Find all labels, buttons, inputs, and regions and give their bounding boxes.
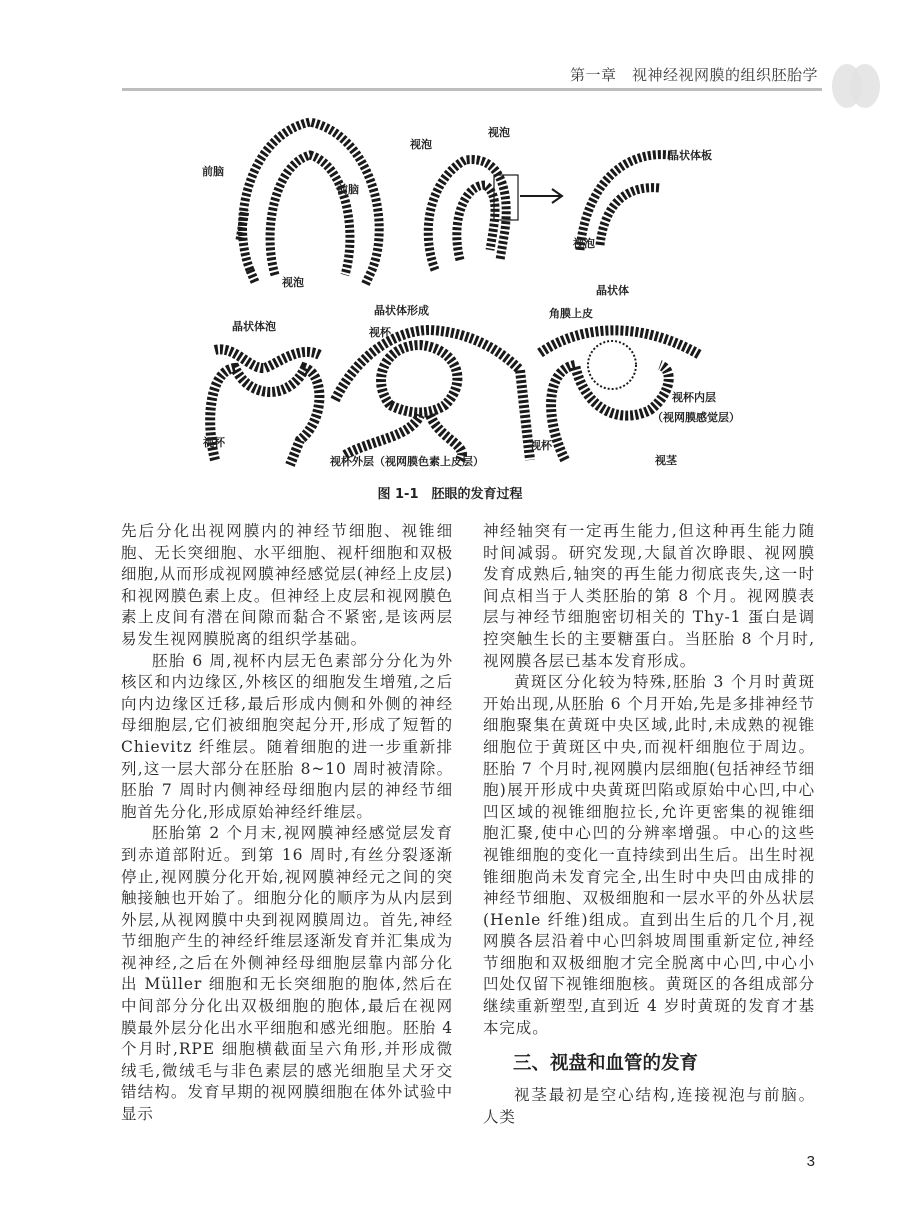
right-column (483, 521, 815, 1128)
figure-label: 晶状体泡 (232, 320, 276, 333)
diagram-lens-placode-inner (600, 188, 660, 245)
header-rule (122, 88, 822, 91)
figure-label: 视茎 (655, 454, 677, 467)
figure-label: 视杯外层（视网膜色素上皮层） (330, 455, 484, 468)
diagram-optic-cup (210, 368, 319, 465)
figure-label: 视泡 (488, 126, 510, 139)
figure-embryonic-eye-development (0, 100, 900, 480)
paragraph: 视茎最初是空心结构,连接视泡与前脑。人类 (483, 1086, 815, 1126)
section-heading: 三、视盘和血管的发育 (513, 1053, 699, 1075)
paragraph: 胚胎第 2 个月末,视网膜神经感觉层发育到赤道部附近。到第 16 周时,有丝分裂逐渐停止,视网膜分化开始,视网膜神经元之间的突触接触也开始了。细胞分化的顺序为从内层到外层,从视网膜中央到视网膜周边。首先,神经节细胞产生的神经纤维层逐渐发育并汇集成为视神经,之后在外侧神经母细胞层靠内部分化出 Müller 细胞和无长突细胞的胞体,然后在中间部分分化出双极细胞的胞体,最后在视网膜最外层分化出水平细胞和感光细胞。胚胎 4 个月时,RPE 细胞横截面呈六角形,并形成微绒毛,微绒毛与非色素层的感光细胞呈犬牙交错结构。发育早期的视网膜细胞在体外试验中显示 (121, 824, 453, 1124)
diagram-optic-stalk (345, 415, 462, 460)
figure-label: 视泡 (410, 138, 432, 151)
diagram-lens (588, 341, 636, 389)
arrow-icon (520, 189, 562, 203)
diagram-optic-vesicle-inner (457, 185, 495, 260)
figure-label: 前脑 (202, 165, 224, 178)
diagram-forebrain-inner (270, 155, 350, 275)
figure-label: 前脑 (337, 183, 359, 196)
figure-label: 视泡 (282, 276, 304, 289)
figure-label: 视泡 (573, 237, 595, 250)
diagram-lens-forming (335, 330, 530, 460)
paragraph: 神经轴突有一定再生能力,但这种再生能力随时间减弱。研究发现,大鼠首次睁眼、视网膜发育成熟后,轴突的再生能力彻底丧失,这一时间点相当于人类胚胎的第 8 个月。视网膜表层与神经节细胞密切相关的 Thy-1 蛋白是调控突触生长的主要糖蛋白。当胚胎 8 个月时,视网膜各层已基本发育形成。 (483, 522, 815, 670)
figure-label: 晶状体 (596, 284, 629, 297)
diagram-lens-placode (580, 155, 670, 250)
figure-label: 视杯 (530, 439, 552, 452)
figure-label: 晶状体板 (668, 149, 712, 162)
paragraph: 黄斑区分化较为特殊,胚胎 3 个月时黄斑开始出现,从胚胎 6 个月开始,先是多排神经节细胞聚集在黄斑中央区域,此时,未成熟的视锥细胞位于黄斑区中央,而视杆细胞位于周边。胚胎 7 个月时,视网膜内层细胞(包括神经节细胞)展开形成中央黄斑凹陷或原始中心凹,中心凹区域的视锥细胞拉长,允许更密集的视锥细胞汇聚,使中心凹的分辨率增强。中心的这些视锥细胞的变化一直持续到出生后。出生时视锥细胞尚未发育完全,出生时中央凹由成排的神经节细胞、双极细胞和一层水平的外丛状层(Henle 纤维)组成。直到出生后的几个月,视网膜各层沿着中心凹斜坡周围重新定位,神经节细胞和双极细胞才完全脱离中心凹,中心小凹处仅留下视锥细胞核。黄斑区的各组成部分继续重新塑型,直到近 4 岁时黄斑的发育才基本完成。 (483, 673, 815, 1037)
figure-label: （视网膜感觉层） (652, 411, 740, 424)
chapter-title: 第一章 视神经视网膜的组织胚胎学 (569, 66, 818, 84)
left-column (121, 521, 453, 1126)
diagram-forebrain-outer (243, 122, 380, 285)
diagram-optic-cup-ring (381, 345, 457, 413)
figure-label: 晶状体形成 (374, 304, 429, 317)
figure-label: 视杯内层 (672, 391, 716, 404)
paragraph: 先后分化出视网膜内的神经节细胞、视锥细胞、无长突细胞、水平细胞、视杆细胞和双极细胞,从而形成视网膜神经感觉层(神经上皮层)和视网膜色素上皮。但神经上皮层和视网膜色素上皮间有潜在间隙而黏合不紧密,是该两层易发生视网膜脱离的组织学基础。 (121, 522, 453, 648)
figure-label: 视杯 (369, 326, 391, 339)
figure-drawing (0, 100, 900, 480)
paragraph: 胚胎 6 周,视杯内层无色素部分分化为外核区和内边缘区,外核区的细胞发生增殖,之后向内边缘区迁移,最后形成内侧和外侧的神经母细胞层,它们被细胞突起分开,形成了短暂的 Chievitz 纤维层。随着细胞的进一步重新排列,这一层大部分在胚胎 8~10 周时被清除。胚胎 7 周时内侧神经母细胞内层的神经节细胞首先分化,形成原始神经纤维层。 (121, 651, 453, 821)
figure-caption: 图 1-1 胚眼的发育过程 (377, 487, 523, 502)
page-number: 3 (806, 1153, 815, 1170)
figure-label: 视杯 (203, 436, 225, 449)
figure-label: 角膜上皮 (549, 307, 593, 320)
